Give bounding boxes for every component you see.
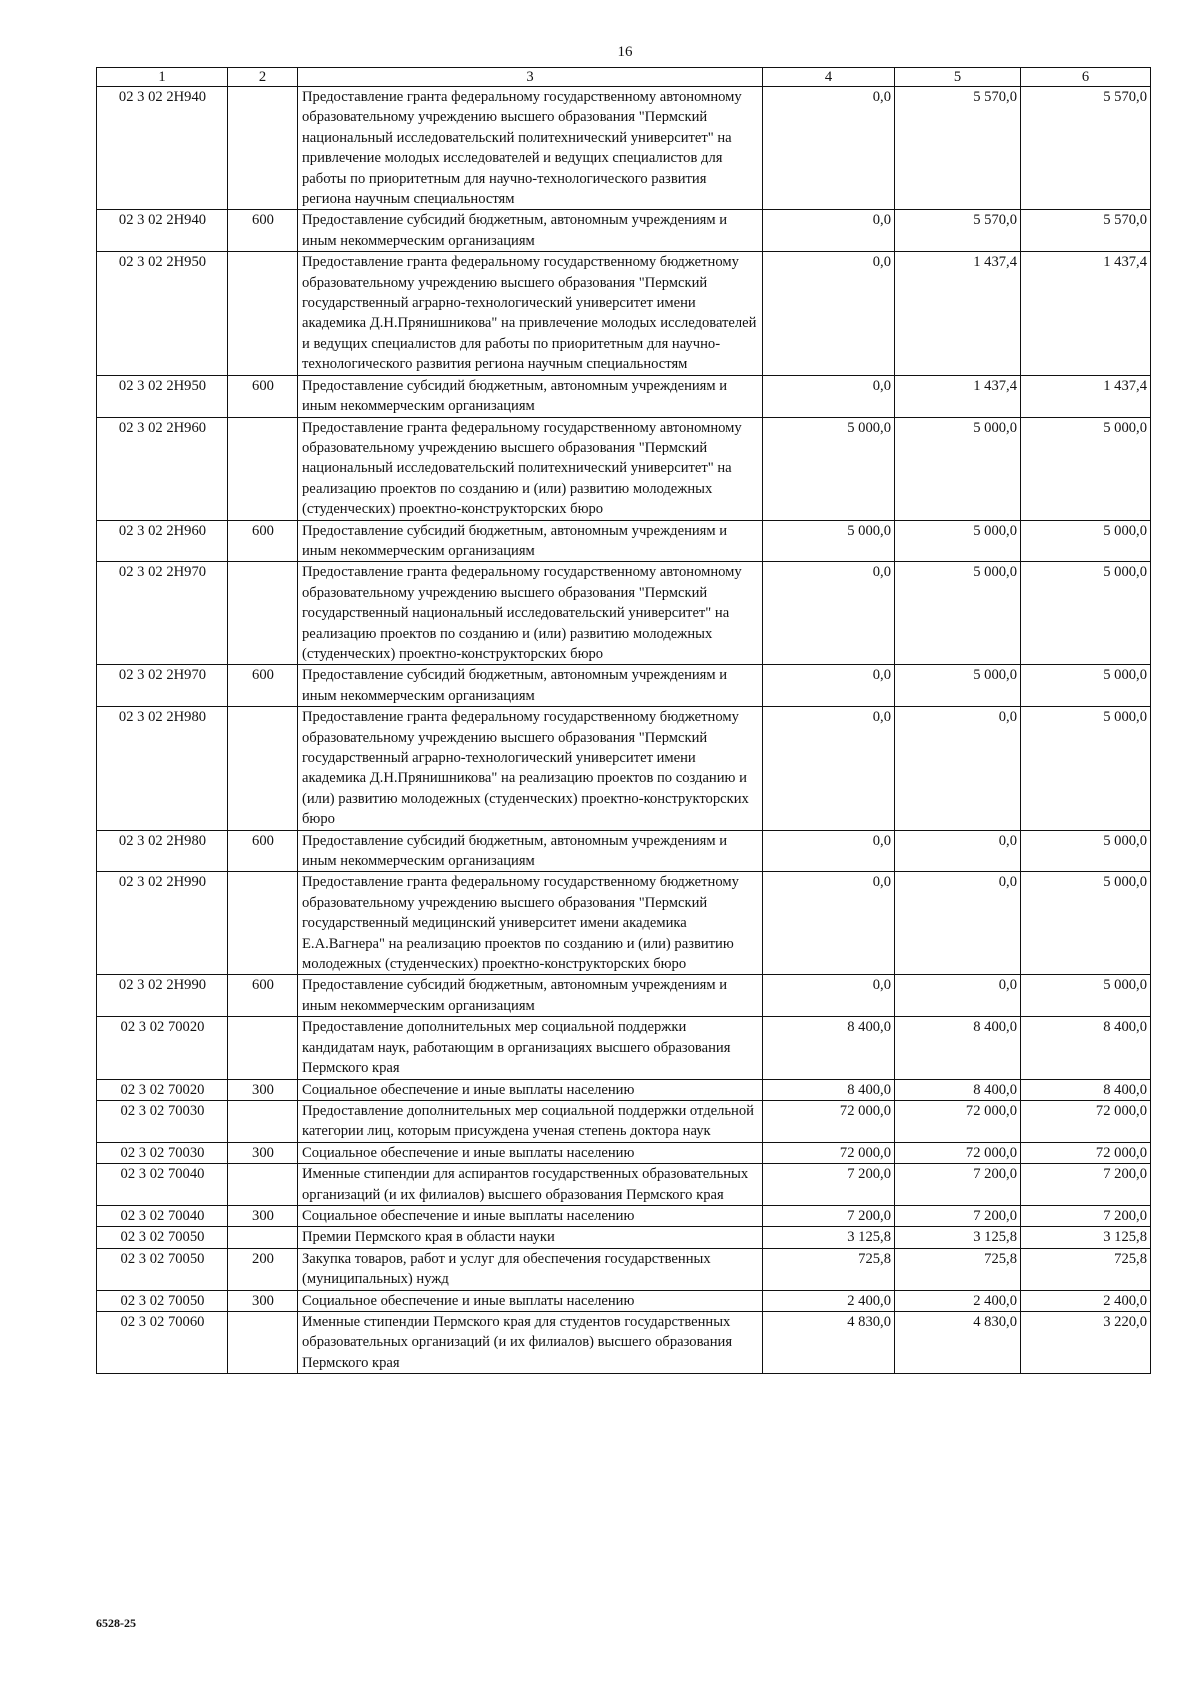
item-name-cell: Предоставление дополнительных мер социальной поддержки отдельной категории лиц, которым присуждена ученая степень доктора наук — [298, 1100, 763, 1142]
amount-col6-cell: 5 000,0 — [1021, 562, 1151, 665]
amount-col6-cell: 7 200,0 — [1021, 1164, 1151, 1206]
amount-col5-cell: 72 000,0 — [895, 1142, 1021, 1163]
amount-col6-cell: 725,8 — [1021, 1248, 1151, 1290]
item-name-cell: Предоставление субсидий бюджетным, автономным учреждениям и иным некоммерческим организациям — [298, 210, 763, 252]
table-row — [97, 520, 1151, 562]
expense-type-cell: 300 — [228, 1205, 298, 1226]
expense-type-cell — [228, 252, 298, 375]
amount-col5-cell: 5 000,0 — [895, 562, 1021, 665]
table-row — [97, 975, 1151, 1017]
amount-col6-cell: 72 000,0 — [1021, 1100, 1151, 1142]
amount-col4-cell: 3 125,8 — [763, 1227, 895, 1248]
expense-type-cell — [228, 1227, 298, 1248]
column-header: 2 — [228, 68, 298, 87]
table-row — [97, 1079, 1151, 1100]
item-name-cell: Предоставление дополнительных мер социальной поддержки кандидатам наук, работающим в организациях высшего образования Пермского края — [298, 1017, 763, 1079]
table-row — [97, 1227, 1151, 1248]
table-row — [97, 872, 1151, 975]
amount-col4-cell: 725,8 — [763, 1248, 895, 1290]
amount-col6-cell: 5 570,0 — [1021, 87, 1151, 210]
amount-col6-cell: 5 000,0 — [1021, 872, 1151, 975]
table-row — [97, 562, 1151, 665]
table-row — [97, 1290, 1151, 1311]
amount-col5-cell: 8 400,0 — [895, 1079, 1021, 1100]
table-row — [97, 210, 1151, 252]
table-header — [97, 68, 1151, 87]
table-row — [97, 1311, 1151, 1373]
expense-type-cell: 600 — [228, 210, 298, 252]
table-row — [97, 87, 1151, 210]
item-name-cell: Предоставление гранта федеральному государственному бюджетному образовательному учреждению высшего образования "Пермский государственный аграрно-технологический университет имени академика Д.Н.Прянишникова" на реализацию проектов по созданию и (или) развитию молодежных (студенческих) проектно-конструкторских бюро — [298, 707, 763, 830]
budget-table — [96, 67, 1151, 1374]
amount-col6-cell: 1 437,4 — [1021, 252, 1151, 375]
expense-type-cell: 300 — [228, 1079, 298, 1100]
expense-type-cell: 600 — [228, 665, 298, 707]
table-row — [97, 1164, 1151, 1206]
amount-col6-cell: 8 400,0 — [1021, 1079, 1151, 1100]
classification-code-cell: 02 3 02 2Н940 — [97, 87, 228, 210]
amount-col4-cell: 72 000,0 — [763, 1142, 895, 1163]
column-header: 5 — [895, 68, 1021, 87]
classification-code-cell: 02 3 02 70050 — [97, 1248, 228, 1290]
expense-type-cell — [228, 417, 298, 520]
amount-col6-cell: 5 000,0 — [1021, 707, 1151, 830]
amount-col4-cell: 5 000,0 — [763, 520, 895, 562]
expense-type-cell — [228, 1100, 298, 1142]
amount-col6-cell: 5 000,0 — [1021, 830, 1151, 872]
table-row — [97, 252, 1151, 375]
table-body — [97, 87, 1151, 1374]
amount-col5-cell: 1 437,4 — [895, 252, 1021, 375]
amount-col4-cell: 0,0 — [763, 872, 895, 975]
amount-col4-cell: 0,0 — [763, 830, 895, 872]
amount-col6-cell: 5 000,0 — [1021, 975, 1151, 1017]
expense-type-cell — [228, 1311, 298, 1373]
item-name-cell: Закупка товаров, работ и услуг для обеспечения государственных (муниципальных) нужд — [298, 1248, 763, 1290]
table-row — [97, 1142, 1151, 1163]
amount-col5-cell: 0,0 — [895, 830, 1021, 872]
amount-col6-cell: 5 570,0 — [1021, 210, 1151, 252]
classification-code-cell: 02 3 02 70030 — [97, 1100, 228, 1142]
amount-col5-cell: 0,0 — [895, 975, 1021, 1017]
amount-col4-cell: 0,0 — [763, 562, 895, 665]
item-name-cell: Именные стипендии Пермского края для студентов государственных образовательных организаций (и их филиалов) высшего образования Пермского края — [298, 1311, 763, 1373]
amount-col5-cell: 1 437,4 — [895, 375, 1021, 417]
classification-code-cell: 02 3 02 2Н960 — [97, 417, 228, 520]
amount-col4-cell: 72 000,0 — [763, 1100, 895, 1142]
item-name-cell: Предоставление субсидий бюджетным, автономным учреждениям и иным некоммерческим организациям — [298, 665, 763, 707]
table-row — [97, 1100, 1151, 1142]
classification-code-cell: 02 3 02 2Н940 — [97, 210, 228, 252]
classification-code-cell: 02 3 02 70020 — [97, 1079, 228, 1100]
table-row — [97, 417, 1151, 520]
expense-type-cell: 600 — [228, 830, 298, 872]
column-header: 3 — [298, 68, 763, 87]
item-name-cell: Социальное обеспечение и иные выплаты населению — [298, 1079, 763, 1100]
amount-col5-cell: 8 400,0 — [895, 1017, 1021, 1079]
amount-col6-cell: 3 125,8 — [1021, 1227, 1151, 1248]
item-name-cell: Премии Пермского края в области науки — [298, 1227, 763, 1248]
amount-col6-cell: 5 000,0 — [1021, 665, 1151, 707]
amount-col4-cell: 8 400,0 — [763, 1017, 895, 1079]
header-row — [97, 68, 1151, 87]
classification-code-cell: 02 3 02 70050 — [97, 1290, 228, 1311]
amount-col6-cell: 3 220,0 — [1021, 1311, 1151, 1373]
classification-code-cell: 02 3 02 70050 — [97, 1227, 228, 1248]
expense-type-cell: 300 — [228, 1142, 298, 1163]
classification-code-cell: 02 3 02 2Н990 — [97, 975, 228, 1017]
item-name-cell: Предоставление субсидий бюджетным, автономным учреждениям и иным некоммерческим организациям — [298, 375, 763, 417]
amount-col6-cell: 5 000,0 — [1021, 417, 1151, 520]
amount-col4-cell: 4 830,0 — [763, 1311, 895, 1373]
column-header: 4 — [763, 68, 895, 87]
classification-code-cell: 02 3 02 70020 — [97, 1017, 228, 1079]
expense-type-cell — [228, 872, 298, 975]
column-header: 1 — [97, 68, 228, 87]
expense-type-cell: 600 — [228, 375, 298, 417]
amount-col4-cell: 7 200,0 — [763, 1205, 895, 1226]
expense-type-cell — [228, 562, 298, 665]
amount-col4-cell: 8 400,0 — [763, 1079, 895, 1100]
footer-document-code: 6528-25 — [96, 1616, 136, 1630]
expense-type-cell: 600 — [228, 520, 298, 562]
item-name-cell: Предоставление гранта федеральному государственному автономному образовательному учреждению высшего образования "Пермский государственный национальный исследовательский университет" на реализацию проектов по созданию и (или) развитию молодежных (студенческих) проектно-конструкторских бюро — [298, 562, 763, 665]
amount-col6-cell: 1 437,4 — [1021, 375, 1151, 417]
amount-col4-cell: 0,0 — [763, 375, 895, 417]
expense-type-cell: 300 — [228, 1290, 298, 1311]
amount-col4-cell: 0,0 — [763, 707, 895, 830]
expense-type-cell — [228, 1164, 298, 1206]
amount-col4-cell: 0,0 — [763, 252, 895, 375]
amount-col5-cell: 2 400,0 — [895, 1290, 1021, 1311]
item-name-cell: Предоставление субсидий бюджетным, автономным учреждениям и иным некоммерческим организациям — [298, 520, 763, 562]
amount-col5-cell: 0,0 — [895, 872, 1021, 975]
amount-col4-cell: 0,0 — [763, 975, 895, 1017]
amount-col5-cell: 5 570,0 — [895, 87, 1021, 210]
classification-code-cell: 02 3 02 2Н980 — [97, 707, 228, 830]
amount-col5-cell: 5 570,0 — [895, 210, 1021, 252]
column-header: 6 — [1021, 68, 1151, 87]
item-name-cell: Предоставление гранта федеральному государственному автономному образовательному учреждению высшего образования "Пермский национальный исследовательский политехнический университет" на привлечение молодых исследователей и ведущих специалистов для работы по приоритетным для научно-технологического развития региона научным специальностям — [298, 87, 763, 210]
amount-col4-cell: 5 000,0 — [763, 417, 895, 520]
amount-col4-cell: 2 400,0 — [763, 1290, 895, 1311]
table-row — [97, 665, 1151, 707]
amount-col6-cell: 72 000,0 — [1021, 1142, 1151, 1163]
amount-col4-cell: 0,0 — [763, 665, 895, 707]
classification-code-cell: 02 3 02 2Н960 — [97, 520, 228, 562]
table-row — [97, 1248, 1151, 1290]
item-name-cell: Предоставление субсидий бюджетным, автономным учреждениям и иным некоммерческим организациям — [298, 975, 763, 1017]
table-row — [97, 1205, 1151, 1226]
classification-code-cell: 02 3 02 2Н950 — [97, 375, 228, 417]
expense-type-cell: 600 — [228, 975, 298, 1017]
amount-col5-cell: 725,8 — [895, 1248, 1021, 1290]
amount-col5-cell: 0,0 — [895, 707, 1021, 830]
item-name-cell: Предоставление субсидий бюджетным, автономным учреждениям и иным некоммерческим организациям — [298, 830, 763, 872]
page-number: 16 — [617, 44, 633, 60]
classification-code-cell: 02 3 02 2Н970 — [97, 665, 228, 707]
classification-code-cell: 02 3 02 2Н950 — [97, 252, 228, 375]
table-row — [97, 1017, 1151, 1079]
classification-code-cell: 02 3 02 70060 — [97, 1311, 228, 1373]
amount-col6-cell: 2 400,0 — [1021, 1290, 1151, 1311]
item-name-cell: Предоставление гранта федеральному государственному автономному образовательному учреждению высшего образования "Пермский национальный исследовательский политехнический университет" на реализацию проектов по созданию и (или) развитию молодежных (студенческих) проектно-конструкторских бюро — [298, 417, 763, 520]
expense-type-cell — [228, 87, 298, 210]
table-row — [97, 707, 1151, 830]
classification-code-cell: 02 3 02 70030 — [97, 1142, 228, 1163]
classification-code-cell: 02 3 02 2Н970 — [97, 562, 228, 665]
amount-col4-cell: 0,0 — [763, 210, 895, 252]
item-name-cell: Социальное обеспечение и иные выплаты населению — [298, 1290, 763, 1311]
classification-code-cell: 02 3 02 2Н990 — [97, 872, 228, 975]
item-name-cell: Предоставление гранта федеральному государственному бюджетному образовательному учреждению высшего образования "Пермский государственный аграрно-технологический университет имени академика Д.Н.Прянишникова" на привлечение молодых исследователей и ведущих специалистов для работы по приоритетным для научно-технологического развития региона научным специальностям — [298, 252, 763, 375]
amount-col6-cell: 7 200,0 — [1021, 1205, 1151, 1226]
classification-code-cell: 02 3 02 70040 — [97, 1205, 228, 1226]
amount-col5-cell: 3 125,8 — [895, 1227, 1021, 1248]
expense-type-cell: 200 — [228, 1248, 298, 1290]
amount-col5-cell: 5 000,0 — [895, 417, 1021, 520]
table-row — [97, 375, 1151, 417]
amount-col5-cell: 7 200,0 — [895, 1164, 1021, 1206]
classification-code-cell: 02 3 02 70040 — [97, 1164, 228, 1206]
item-name-cell: Социальное обеспечение и иные выплаты населению — [298, 1205, 763, 1226]
amount-col6-cell: 5 000,0 — [1021, 520, 1151, 562]
table-row — [97, 830, 1151, 872]
amount-col6-cell: 8 400,0 — [1021, 1017, 1151, 1079]
amount-col4-cell: 0,0 — [763, 87, 895, 210]
amount-col5-cell: 7 200,0 — [895, 1205, 1021, 1226]
item-name-cell: Именные стипендии для аспирантов государственных образовательных организаций (и их филиалов) высшего образования Пермского края — [298, 1164, 763, 1206]
expense-type-cell — [228, 1017, 298, 1079]
amount-col5-cell: 5 000,0 — [895, 665, 1021, 707]
classification-code-cell: 02 3 02 2Н980 — [97, 830, 228, 872]
expense-type-cell — [228, 707, 298, 830]
amount-col5-cell: 4 830,0 — [895, 1311, 1021, 1373]
amount-col5-cell: 72 000,0 — [895, 1100, 1021, 1142]
item-name-cell: Предоставление гранта федеральному государственному бюджетному образовательному учреждению высшего образования "Пермский государственный медицинский университет имени академика Е.А.Вагнера" на реализацию проектов по созданию и (или) развитию молодежных (студенческих) проектно-конструкторских бюро — [298, 872, 763, 975]
item-name-cell: Социальное обеспечение и иные выплаты населению — [298, 1142, 763, 1163]
amount-col4-cell: 7 200,0 — [763, 1164, 895, 1206]
amount-col5-cell: 5 000,0 — [895, 520, 1021, 562]
